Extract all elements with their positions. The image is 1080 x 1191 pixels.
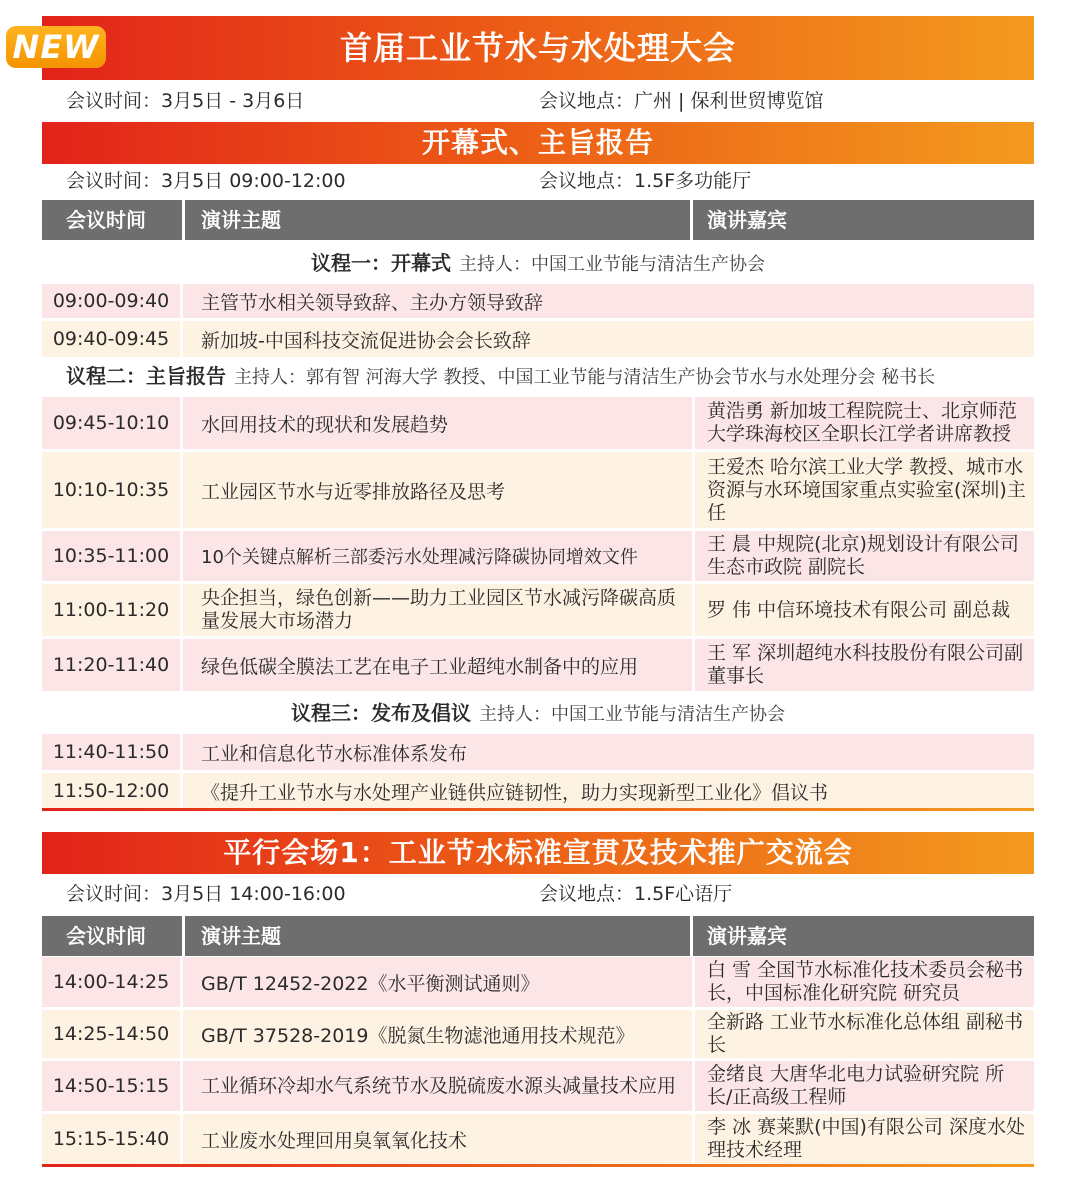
table-row (42, 397, 1034, 451)
session1-info (66, 166, 1026, 196)
row-topic: 工业园区节水与近零排放路径及思考 (180, 452, 692, 528)
row-speaker: 全新路 工业节水标准化总体组 副秘书长 (692, 1010, 1034, 1058)
conference-time: 会议时间：3月5日 - 3月6日 (66, 90, 305, 112)
table-row (42, 321, 1034, 357)
row-time: 14:50-15:15 (52, 1075, 170, 1097)
agenda-3 (42, 695, 1034, 731)
row-topic: 10个关键点解析三部委污水处理减污降碳协同增效文件 (180, 531, 692, 581)
table-row (42, 531, 1034, 583)
row-time: 14:00-14:25 (52, 971, 170, 993)
row-time: 10:10-10:35 (52, 479, 170, 501)
table-row (42, 773, 1034, 809)
row-time: 11:20-11:40 (52, 654, 170, 676)
header-speaker: 演讲嘉宾 (690, 916, 1034, 956)
row-topic: 绿色低碳全膜法工艺在电子工业超纯水制备中的应用 (180, 639, 692, 691)
row-speaker: 金绪良 大唐华北电力试验研究院 所长/正高级工程师 (692, 1061, 1034, 1111)
agenda-1-label: 议程一：开幕式 (311, 251, 451, 275)
row-topic: 新加坡-中国科技交流促进协会会长致辞 (180, 321, 1034, 357)
session1-banner (42, 122, 1034, 164)
session2-time: 会议时间：3月5日 14:00-16:00 (66, 883, 346, 905)
session2-location: 会议地点：1.5F心语厅 (539, 883, 733, 905)
main-title: 首届工业节水与水处理大会 (339, 29, 736, 67)
agenda-3-label: 议程三：发布及倡议 (291, 701, 471, 725)
session2-banner (42, 832, 1034, 874)
row-topic: 央企担当，绿色创新——助力工业园区节水减污降碳高质量发展大市场潜力 (180, 584, 692, 636)
agenda-1 (42, 245, 1034, 281)
row-speaker: 白 雪 全国节水标准化技术委员会秘书长，中国标准化研究院 研究员 (692, 957, 1034, 1007)
row-time: 09:45-10:10 (52, 412, 170, 434)
row-time: 11:40-11:50 (52, 741, 170, 763)
table-row (42, 734, 1034, 772)
header-topic: 演讲主题 (182, 200, 688, 240)
table-row (42, 452, 1034, 530)
main-title-banner (42, 16, 1034, 80)
row-time: 11:50-12:00 (52, 780, 170, 802)
row-topic: 工业和信息化节水标准体系发布 (180, 734, 1034, 770)
row-speaker: 黄浩勇 新加坡工程院院士、北京师范大学珠海校区全职长江学者讲席教授 (692, 397, 1034, 449)
row-speaker: 罗 伟 中信环境技术有限公司 副总裁 (692, 584, 1034, 636)
row-speaker: 王 军 深圳超纯水科技股份有限公司副董事长 (692, 639, 1034, 691)
conference-location: 会议地点：广州 | 保利世贸博览馆 (539, 90, 824, 112)
table-row (42, 284, 1034, 320)
table-row (42, 1114, 1034, 1164)
session1-bottom-rule (42, 808, 1034, 811)
row-topic: 《提升工业节水与水处理产业链供应链韧性，助力实现新型工业化》倡议书 (180, 773, 1034, 809)
agenda-2-host: 主持人：郭有智 河海大学 教授、中国工业节能与清洁生产协会节水与水处理分会 秘书长 (234, 367, 936, 388)
row-topic: 工业废水处理回用臭氧氧化技术 (180, 1114, 692, 1164)
agenda-1-host: 主持人：中国工业节能与清洁生产协会 (459, 254, 765, 275)
row-speaker: 王爱杰 哈尔滨工业大学 教授、城市水资源与水环境国家重点实验室(深圳)主任 (692, 452, 1034, 528)
agenda-2 (42, 358, 1034, 394)
conference-info (66, 86, 1026, 116)
row-time: 09:00-09:40 (52, 290, 170, 312)
row-time: 15:15-15:40 (52, 1128, 170, 1150)
session1-time: 会议时间：3月5日 09:00-12:00 (66, 170, 346, 192)
table-row (42, 957, 1034, 1009)
row-topic: 主管节水相关领导致辞、主办方领导致辞 (180, 284, 1034, 318)
session1-title: 开幕式、主旨报告 (421, 126, 654, 159)
table-row (42, 1010, 1034, 1060)
session2-info (66, 879, 1026, 909)
header-time: 会议时间 (66, 924, 146, 948)
row-topic: GB/T 12452-2022《水平衡测试通则》 (180, 957, 692, 1007)
row-time: 09:40-09:45 (52, 328, 170, 350)
session1-table-header (42, 200, 1034, 240)
row-time: 11:00-11:20 (52, 599, 170, 621)
row-time: 10:35-11:00 (52, 545, 170, 567)
agenda-3-host: 主持人：中国工业节能与清洁生产协会 (479, 704, 785, 725)
table-row (42, 639, 1034, 691)
row-topic: 工业循环冷却水气系统节水及脱硫废水源头减量技术应用 (180, 1061, 692, 1111)
table-row (42, 584, 1034, 638)
header-speaker: 演讲嘉宾 (690, 200, 1034, 240)
row-topic: 水回用技术的现状和发展趋势 (180, 397, 692, 449)
session1-location: 会议地点：1.5F多功能厅 (539, 170, 752, 192)
header-topic: 演讲主题 (182, 916, 688, 956)
new-badge: NEW (6, 26, 106, 68)
table-row (42, 1061, 1034, 1113)
agenda-2-label: 议程二：主旨报告 (66, 364, 226, 388)
row-topic: GB/T 37528-2019《脱氮生物滤池通用技术规范》 (180, 1010, 692, 1058)
header-time: 会议时间 (66, 208, 146, 232)
row-time: 14:25-14:50 (52, 1023, 170, 1045)
session2-table-header (42, 916, 1034, 956)
row-speaker: 李 冰 赛莱默(中国)有限公司 深度水处理技术经理 (692, 1114, 1034, 1164)
session2-bottom-rule (42, 1164, 1034, 1167)
session2-title: 平行会场1：工业节水标准宣贯及技术推广交流会 (223, 836, 853, 869)
row-speaker: 王 晨 中规院(北京)规划设计有限公司生态市政院 副院长 (692, 531, 1034, 581)
